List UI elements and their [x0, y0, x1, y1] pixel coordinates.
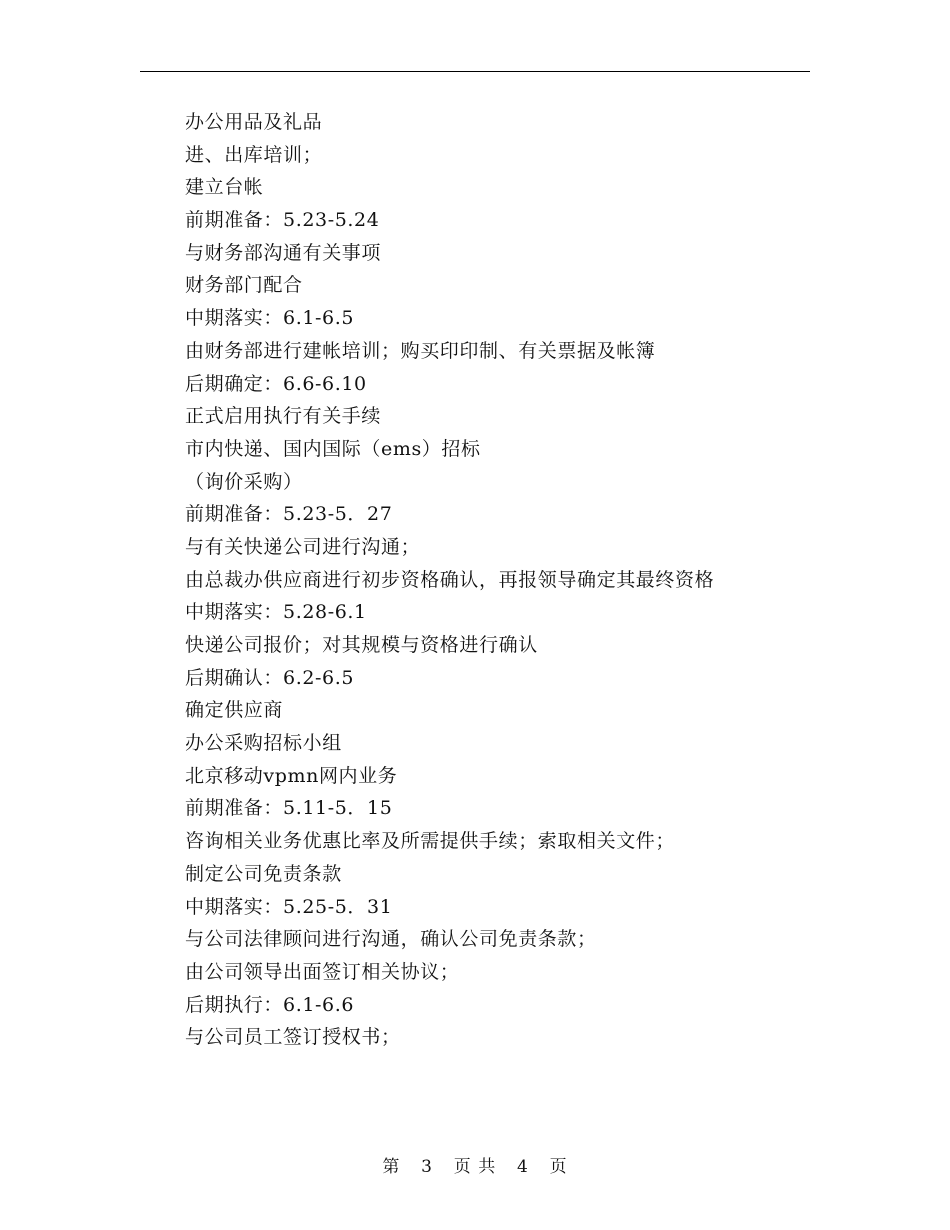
- text-line: 制定公司免责条款: [185, 862, 342, 885]
- page-current: 3: [421, 1157, 433, 1177]
- text-line: 由总裁办供应商进行初步资格确认，再报领导确定其最终资格: [185, 568, 715, 591]
- text-line: 与公司法律顾问进行沟通，确认公司免责条款；: [185, 928, 597, 951]
- text-line: 确定供应商: [185, 699, 284, 722]
- document-body: [185, 106, 825, 1054]
- text-line: 正式启用执行有关手续: [185, 405, 382, 428]
- text-line: 中期落实：6.1-6.5: [185, 307, 355, 330]
- text-line: 前期准备：5.23-5.24: [185, 209, 380, 232]
- text-line: 中期落实：5.25-5．31: [185, 895, 393, 918]
- text-line: （询价采购）: [185, 470, 303, 493]
- header-rule: [140, 71, 810, 72]
- text-line: 后期执行：6.1-6.6: [185, 993, 355, 1016]
- text-line: 中期落实：5.28-6.1: [185, 601, 367, 624]
- text-line: 建立台帐: [185, 176, 264, 199]
- text-line: 前期准备：5.23-5．27: [185, 503, 393, 526]
- text-line: 与财务部沟通有关事项: [185, 241, 382, 264]
- page-prefix: 第: [382, 1157, 401, 1177]
- text-line: 前期准备：5.11-5．15: [185, 797, 393, 820]
- text-line: 北京移动vpmn网内业务: [185, 764, 398, 787]
- text-line: 咨询相关业务优惠比率及所需提供手续；索取相关文件；: [185, 830, 676, 853]
- text-line: 与有关快递公司进行沟通；: [185, 535, 421, 558]
- page-suffix: 页: [549, 1157, 568, 1177]
- page-footer: [0, 1152, 950, 1177]
- page-total: 4: [517, 1157, 529, 1177]
- text-line: 办公用品及礼品: [185, 111, 323, 133]
- text-line: 与公司员工签订授权书；: [185, 1026, 401, 1049]
- text-line: 办公采购招标小组: [185, 732, 342, 755]
- text-line: 快递公司报价；对其规模与资格进行确认: [185, 634, 538, 656]
- text-line: 市内快递、国内国际（ems）招标: [185, 437, 481, 460]
- text-line: 后期确定：6.6-6.10: [185, 372, 367, 395]
- text-line: 由财务部进行建帐培训；购买印印制、有关票据及帐簿: [185, 339, 656, 362]
- text-line: 财务部门配合: [185, 274, 303, 297]
- text-line: 进、出库培训；: [185, 143, 323, 166]
- page-middle: 页 共: [453, 1157, 497, 1177]
- text-line: 由公司领导出面签订相关协议；: [185, 960, 460, 983]
- text-line: 后期确认：6.2-6.5: [185, 666, 355, 689]
